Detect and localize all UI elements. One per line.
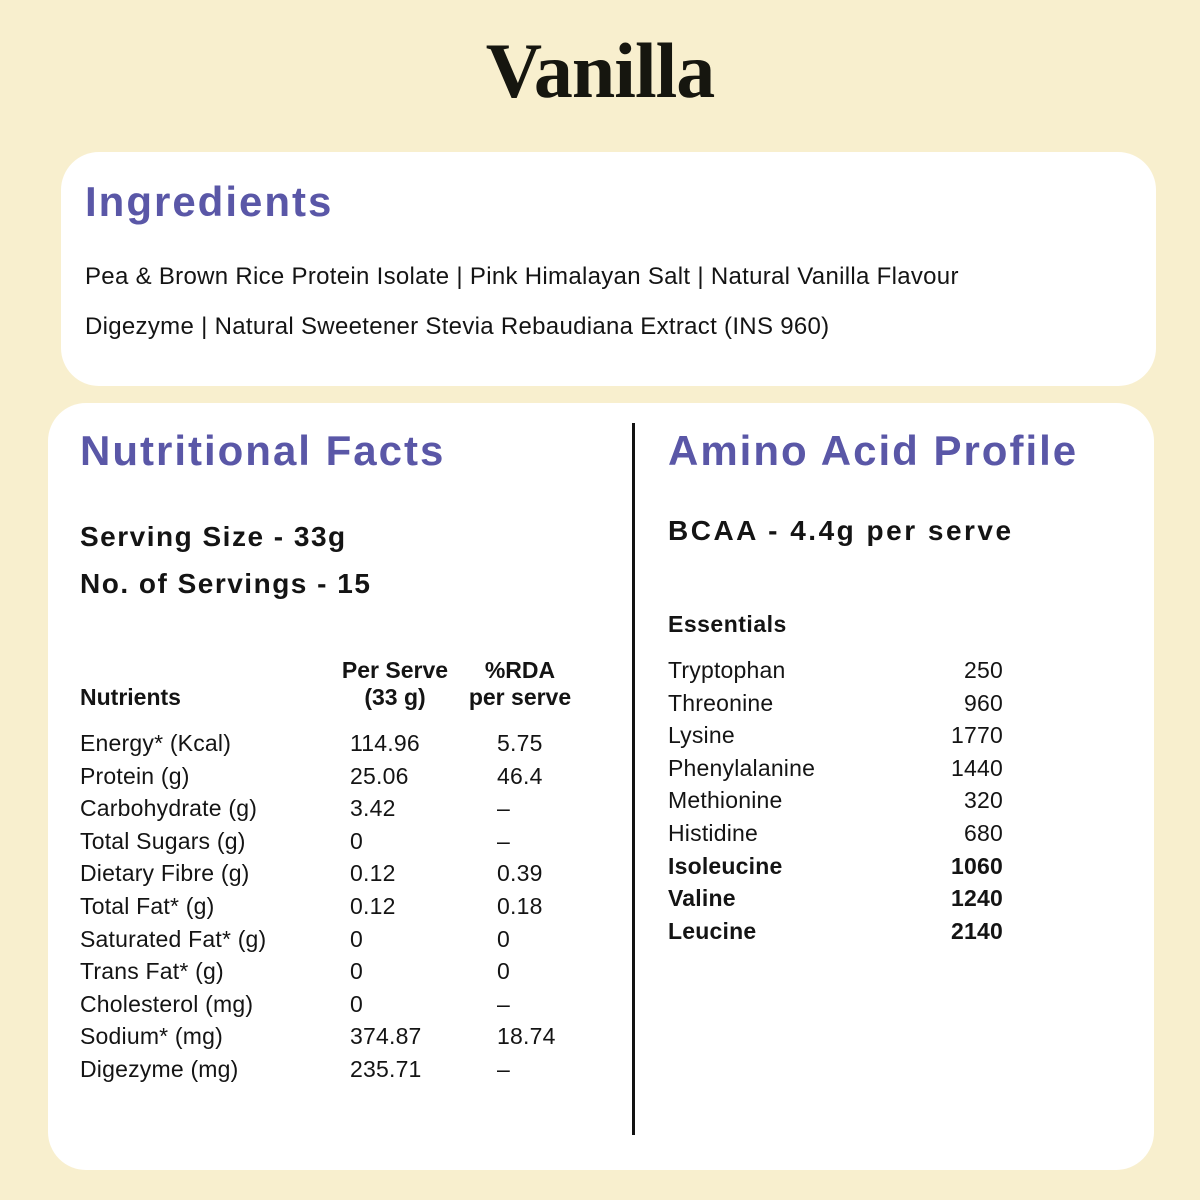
amino-acid-list — [668, 654, 1003, 947]
nutrient-name: Saturated Fat* (g) — [80, 925, 267, 952]
amino-acid-row — [668, 752, 1003, 785]
ingredients-line-1: Pea & Brown Rice Protein Isolate | Pink Himalayan Salt | Natural Vanilla Flavour — [85, 263, 959, 290]
nutrient-per-serve-value: 0.12 — [350, 892, 396, 919]
amino-acid-row — [668, 850, 1003, 883]
nutrient-row — [80, 857, 625, 890]
nutrient-per-serve-value: 0 — [350, 827, 363, 854]
nutrient-rda-value: – — [497, 990, 510, 1017]
amino-acid-value: 250 — [964, 657, 1003, 683]
amino-acid-column — [668, 427, 1138, 947]
nutrient-rda-value: 18.74 — [497, 1023, 556, 1050]
servings-count-label: No. of Servings - 15 — [80, 568, 372, 599]
amino-acid-value: 1770 — [951, 722, 1003, 749]
nutrient-per-serve-value: 0 — [350, 990, 363, 1017]
nutrient-rda-value: 5.75 — [497, 730, 543, 756]
nutrient-row — [80, 955, 625, 988]
nutrient-rda-value: – — [497, 795, 510, 822]
amino-acid-value: 960 — [964, 689, 1003, 716]
nutrient-name: Total Sugars (g) — [80, 827, 246, 854]
nutrient-name: Trans Fat* (g) — [80, 958, 224, 985]
header-rda: %RDA per serve — [468, 657, 572, 710]
nutrients-table-body — [80, 727, 625, 1086]
ingredients-heading: Ingredients — [85, 178, 334, 225]
nutrient-rda-value: 0.39 — [497, 860, 543, 887]
amino-acid-name: Tryptophan — [668, 657, 786, 683]
nutrient-per-serve-value: 235.71 — [350, 1055, 422, 1082]
essentials-label: Essentials — [668, 611, 787, 637]
nutrient-per-serve-value: 374.87 — [350, 1023, 422, 1050]
nutrient-row — [80, 760, 625, 793]
nutrient-row — [80, 1053, 625, 1086]
nutrient-row — [80, 727, 625, 760]
nutrient-row — [80, 825, 625, 858]
nutrient-row — [80, 792, 625, 825]
nutrient-name: Energy* (Kcal) — [80, 730, 232, 756]
amino-acid-value: 680 — [964, 819, 1003, 846]
amino-acid-row — [668, 687, 1003, 720]
amino-acid-heading: Amino Acid Profile — [668, 427, 1079, 474]
nutrient-per-serve-value: 25.06 — [350, 762, 409, 789]
amino-acid-name: Threonine — [668, 689, 774, 716]
ingredients-card — [61, 152, 1156, 386]
nutrient-row — [80, 890, 625, 923]
nutrient-rda-value: 0 — [497, 925, 510, 952]
header-nutrients: Nutrients — [80, 684, 181, 710]
bcaa-label: BCAA - 4.4g per serve — [668, 515, 1014, 546]
nutrient-name: Protein (g) — [80, 762, 190, 789]
nutrient-name: Digezyme (mg) — [80, 1055, 239, 1082]
nutrient-per-serve-value: 0 — [350, 925, 363, 952]
nutrient-name: Sodium* (mg) — [80, 1023, 223, 1050]
facts-card — [48, 403, 1154, 1170]
amino-acid-value: 320 — [964, 787, 1003, 814]
serving-size-label: Serving Size - 33g — [80, 521, 347, 552]
nutritional-facts-column — [80, 427, 625, 1086]
amino-acid-row — [668, 882, 1003, 915]
ingredients-text — [85, 252, 1116, 352]
page-title: Vanilla — [485, 27, 715, 114]
amino-acid-name: Lysine — [668, 722, 735, 749]
nutrient-per-serve-value: 114.96 — [350, 730, 420, 756]
amino-acid-name: Leucine — [668, 917, 757, 944]
amino-acid-row — [668, 719, 1003, 752]
nutrient-rda-value: – — [497, 827, 510, 854]
nutrient-row — [80, 1020, 625, 1053]
header-per-serve: Per Serve (33 g) — [341, 657, 449, 710]
serving-info — [80, 513, 625, 607]
nutrient-rda-value: – — [497, 1055, 510, 1082]
amino-acid-row — [668, 654, 1003, 687]
nutrient-name: Total Fat* (g) — [80, 892, 215, 919]
amino-acid-value: 1060 — [951, 852, 1003, 879]
amino-acid-row — [668, 817, 1003, 850]
amino-acid-value: 1240 — [951, 885, 1003, 912]
amino-acid-row — [668, 915, 1003, 948]
nutrient-name: Dietary Fibre (g) — [80, 860, 250, 887]
nutrient-per-serve-value: 0.12 — [350, 860, 396, 887]
nutrient-per-serve-value: 3.42 — [350, 795, 396, 822]
nutrient-name: Cholesterol (mg) — [80, 990, 254, 1017]
amino-acid-name: Valine — [668, 885, 736, 912]
nutrient-rda-value: 0.18 — [497, 892, 543, 919]
nutrient-name: Carbohydrate (g) — [80, 795, 258, 822]
amino-acid-name: Phenylalanine — [668, 754, 816, 781]
nutrient-row — [80, 988, 625, 1021]
column-divider — [632, 423, 635, 1135]
nutrient-rda-value: 0 — [497, 958, 510, 985]
amino-acid-row — [668, 784, 1003, 817]
nutrient-per-serve-value: 0 — [350, 958, 363, 985]
ingredients-line-2: Digezyme | Natural Sweetener Stevia Rebaudiana Extract (INS 960) — [85, 313, 830, 340]
nutrient-row — [80, 923, 625, 956]
nutritional-facts-heading: Nutritional Facts — [80, 427, 446, 474]
amino-acid-name: Methionine — [668, 787, 783, 814]
amino-acid-value: 1440 — [951, 754, 1003, 781]
amino-acid-name: Histidine — [668, 819, 759, 846]
nutrient-rda-value: 46.4 — [497, 762, 543, 789]
amino-acid-value: 2140 — [951, 917, 1003, 944]
nutrients-table-header — [80, 657, 625, 711]
amino-acid-name: Isoleucine — [668, 852, 783, 879]
nutrients-table — [80, 657, 625, 1086]
